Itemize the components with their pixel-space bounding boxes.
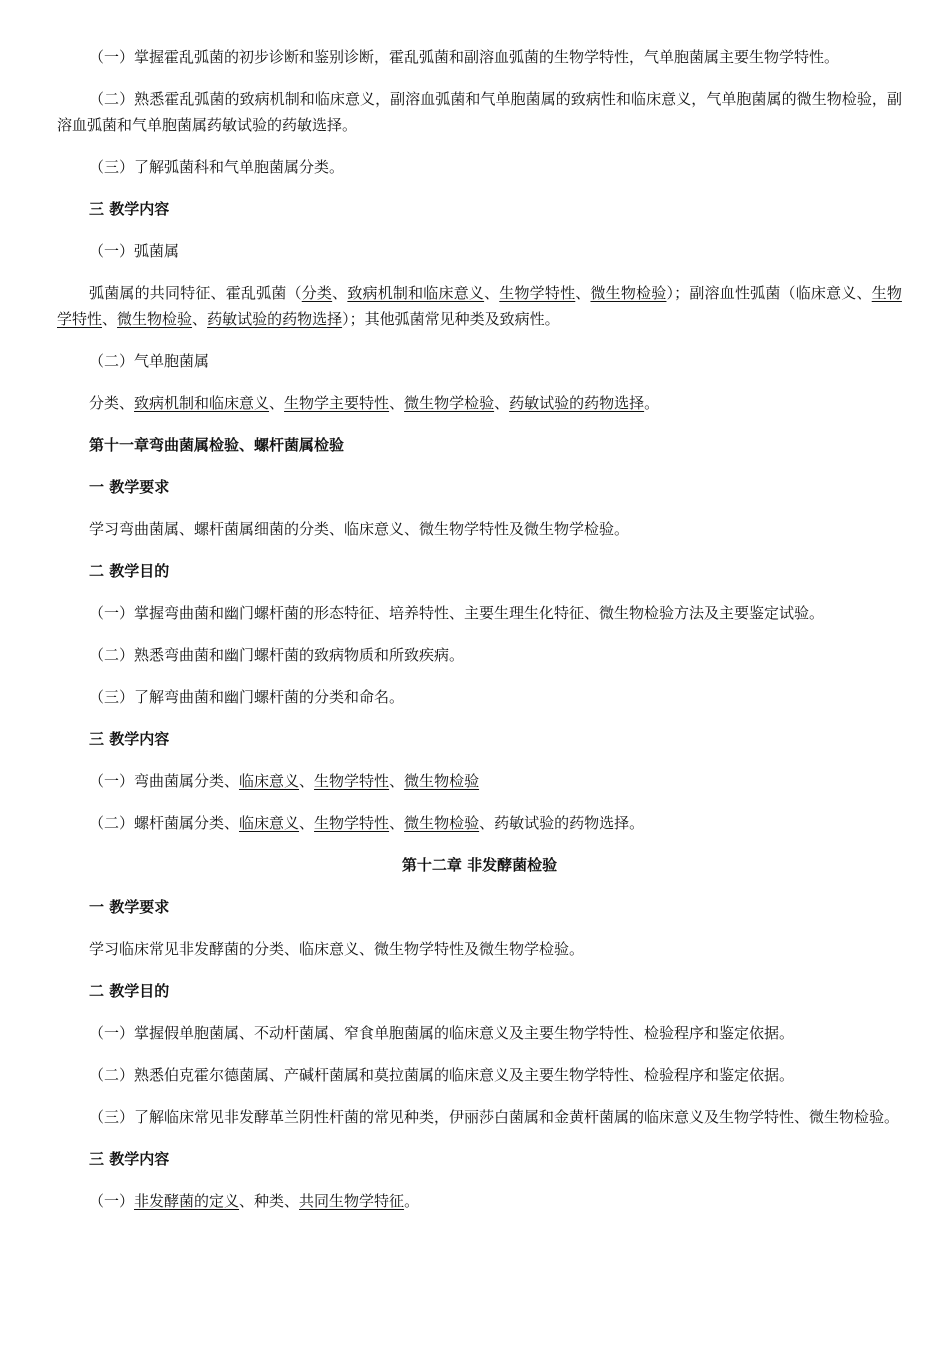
paragraph-requirement: 学习弯曲菌属、螺杆菌属细菌的分类、临床意义、微生物学特性及微生物学检验。 — [89, 520, 630, 538]
separator: 、 — [269, 394, 285, 412]
paragraph-objective-3: （三）了解临床常见非发酵革兰阴性杆菌的常见种类，伊丽莎白菌属和金黄杆菌属的临床意义及生物学特性、微生物检验。 — [89, 1108, 900, 1126]
paragraph-campylobacter-content — [57, 768, 902, 794]
separator: 、 — [494, 394, 510, 412]
heading-teaching-content: 三 教学内容 — [89, 730, 170, 748]
underlined-term: 致病机制和临床意义 — [347, 284, 485, 302]
paragraph-nonfermenter-content — [57, 1188, 902, 1214]
subheading-vibrio: （一）弧菌属 — [89, 242, 180, 260]
underlined-term: 药敏试验的药物选择 — [509, 394, 645, 412]
document-body — [57, 44, 902, 1230]
paragraph-objective-2: （二）熟悉弯曲菌和幽门螺杆菌的致病物质和所致疾病。 — [89, 646, 465, 664]
paragraph-aeromonas-content — [57, 390, 902, 416]
text: 。 — [644, 394, 660, 412]
paragraph-helicobacter-content — [57, 810, 902, 836]
separator: 、 — [332, 284, 348, 302]
underlined-term: 微生物检验 — [117, 310, 193, 328]
paragraph-objective-1: （一）掌握弯曲菌和幽门螺杆菌的形态特征、培养特性、主要生理生化特征、微生物检验方法及主要鉴定试验。 — [89, 604, 825, 622]
separator: 、 — [299, 772, 315, 790]
text: （一） — [89, 1192, 135, 1210]
underlined-term: 药敏试验的药物选择 — [207, 310, 343, 328]
heading-teaching-objective: 二 教学目的 — [89, 562, 170, 580]
text: 弧菌属的共同特征、霍乱弧菌（ — [89, 284, 302, 302]
heading-teaching-requirement: 一 教学要求 — [89, 898, 170, 916]
underlined-term: 共同生物学特征 — [299, 1192, 405, 1210]
chapter-11-title: 第十一章弯曲菌属检验、螺杆菌属检验 — [89, 436, 345, 454]
underlined-term: 微生物检验 — [404, 814, 480, 832]
separator: 、 — [484, 284, 500, 302]
heading-teaching-requirement: 一 教学要求 — [89, 478, 170, 496]
text: 。 — [404, 1192, 420, 1210]
paragraph-vibrio-content — [57, 280, 902, 332]
separator: 、 — [389, 772, 405, 790]
text: （二）螺杆菌属分类、 — [89, 814, 240, 832]
paragraph-objective-1: （一）掌握假单胞菌属、不动杆菌属、窄食单胞菌属的临床意义及主要生物学特性、检验程序和鉴定依据。 — [89, 1024, 795, 1042]
underlined-term: 生物学特性 — [57, 284, 902, 328]
heading-teaching-content: 三 教学内容 — [89, 1150, 170, 1168]
text: （一）弯曲菌属分类、 — [89, 772, 240, 790]
text: 、药敏试验的药物选择。 — [479, 814, 645, 832]
underlined-term: 致病机制和临床意义 — [134, 394, 270, 412]
underlined-term: 生物学主要特性 — [284, 394, 390, 412]
underlined-term: 微生物学检验 — [404, 394, 495, 412]
paragraph-objective-1: （一）掌握霍乱弧菌的初步诊断和鉴别诊断，霍乱弧菌和副溶血弧菌的生物学特性，气单胞菌属主要生物学特性。 — [89, 48, 840, 66]
underlined-term: 微生物检验 — [590, 284, 667, 302]
separator: 、 — [299, 814, 315, 832]
underlined-term: 临床意义 — [239, 814, 300, 832]
paragraph-objective-2: （二）熟悉霍乱弧菌的致病机制和临床意义，副溶血弧菌和气单胞菌属的致病性和临床意义，气单胞菌属的微生物检验，副溶血弧菌和气单胞菌属药敏试验的药敏选择。 — [57, 90, 902, 134]
underlined-term: 生物学特性 — [499, 284, 576, 302]
underlined-term: 非发酵菌的定义 — [134, 1192, 240, 1210]
heading-teaching-objective: 二 教学目的 — [89, 982, 170, 1000]
underlined-term: 分类 — [301, 284, 333, 302]
separator: 、 — [389, 394, 405, 412]
underlined-term: 生物学特性 — [314, 814, 390, 832]
paragraph-objective-3: （三）了解弯曲菌和幽门螺杆菌的分类和命名。 — [89, 688, 405, 706]
paragraph-requirement: 学习临床常见非发酵菌的分类、临床意义、微生物学特性及微生物学检验。 — [89, 940, 585, 958]
paragraph-objective-3: （三）了解弧菌科和气单胞菌属分类。 — [89, 158, 345, 176]
text: ）；副溶血性弧菌（临床意义、 — [666, 284, 872, 302]
paragraph-objective-2: （二）熟悉伯克霍尔德菌属、产碱杆菌属和莫拉菌属的临床意义及主要生物学特性、检验程序和鉴定依据。 — [89, 1066, 795, 1084]
chapter-12-title: 第十二章 非发酵菌检验 — [401, 856, 558, 874]
heading-teaching-content: 三 教学内容 — [89, 200, 170, 218]
separator: 、 — [389, 814, 405, 832]
underlined-term: 微生物检验 — [404, 772, 480, 790]
underlined-term: 生物学特性 — [314, 772, 390, 790]
text: 、种类、 — [239, 1192, 300, 1210]
subheading-aeromonas: （二）气单胞菌属 — [89, 352, 210, 370]
separator: 、 — [192, 310, 208, 328]
text: ）；其他弧菌常见种类及致病性。 — [342, 310, 560, 328]
separator: 、 — [575, 284, 591, 302]
text: 分类、 — [89, 394, 135, 412]
underlined-term: 临床意义 — [239, 772, 300, 790]
separator: 、 — [102, 310, 118, 328]
